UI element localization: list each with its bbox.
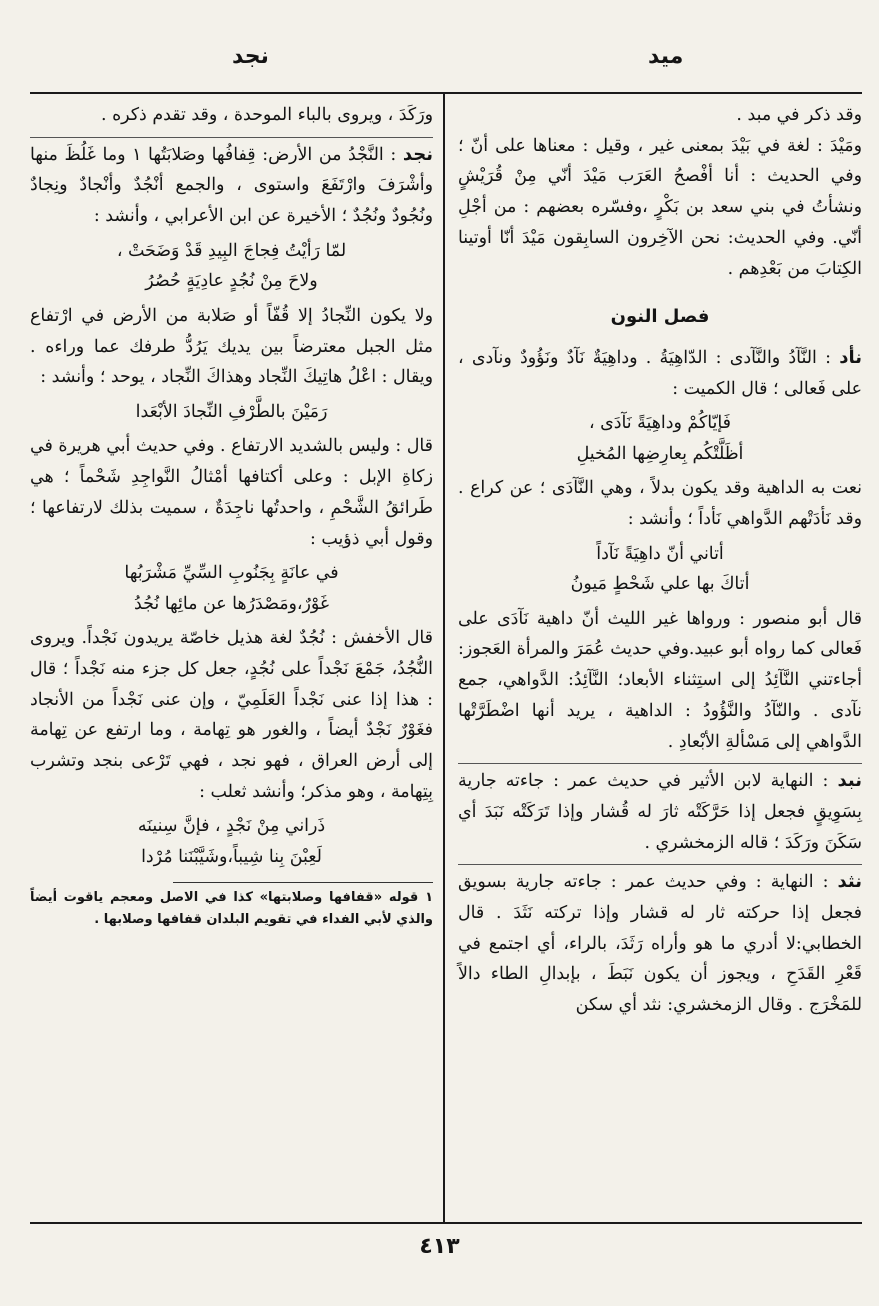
- page-number: ٤١٣: [419, 1234, 460, 1259]
- paragraph: قال الأخفش : نُجُدٌ لغة هذيل خاصّة يريدون نَجْداً. ويروى النُّجُدُ، جَمْعَ نَجْداً على نُجُدٍ، جعل كل جزء منه نَجْداً ؛ قال : هذا إذا عنى نَجْداً العَلَمِيّ ، وإن عنى نَجْداً من الأنجاد فغَوْرٌ نَجْدٌ أيضاً ، والغور هو تِهامة ، وما ارتفع عن تِهامة إلى أرض العراق ، فهو نجد ، فهي تَرْعى بنجد وتشرب بِتِهامة ، وهو مذكر؛ وأنشد ثعلب :: [30, 628, 433, 802]
- verse-line: أتاكَ بها علي شَحْطٍ مَيونُ: [570, 574, 750, 595]
- verse-line: رَمَيْنَ بالطَّرْفِ النِّجادَ الأبْعَدا: [135, 401, 328, 422]
- entry-najd: [30, 140, 433, 232]
- entry-separator: [458, 763, 862, 764]
- paragraph: نعت به الداهية وقد يكون بدلاً ، وهي النَّآدَى ؛ عن كراع . وقد نَأدَتْهم الدَّواهي نَأداً ؛ وأنشد :: [458, 478, 862, 530]
- header-rule: [30, 92, 862, 94]
- verse-line: أظَلَّتْكُم بِعارِضِها المُخيلِ: [576, 443, 744, 464]
- verse-line: ولاحَ مِنْ نُجُدٍ عادِيَةٍ حُصُرُ: [145, 271, 318, 292]
- entry-separator: [458, 864, 862, 865]
- entry-text: : النَّجْدُ من الأرض: قِفافُها وصَلابَتُها ١ وما غَلُظَ منها وأشْرَفَ وارْتَفَعَ واستوى ، والجمع أنْجُدٌ وأنْجادٌ ونِجادٌ ونُجُودٌ ونُجُدٌ ؛ الأخيرة عن ابن الأعرابي ، وأنشد :: [30, 144, 433, 227]
- verse: [458, 539, 862, 600]
- headword: نثد: [837, 871, 863, 893]
- column-divider: [443, 94, 445, 1222]
- paragraph: قال : وليس بالشديد الارتفاع . وفي حديث أبي هريرة في زكاةِ الإبل : وعلى أكتافها أمْثالُ النَّواجِدِ شَحْماً ؛ هي طَرائقُ الشَّحْمِ ، واحدتُها ناجِدَةٌ ، سميت بذلك لارتفاعها ؛ وقول أبي ذؤيب :: [30, 436, 433, 549]
- headword: نجد: [402, 143, 433, 165]
- headword: نأد: [839, 346, 862, 368]
- entry-nashd: [458, 867, 862, 1021]
- verse: [30, 811, 433, 872]
- section-title: فصل النون: [610, 306, 710, 328]
- paragraph: قال أبو منصور : ورواها غير الليث أنّ داهية نَآدَى على فَعالى كما رواه أبو عبيد.وفي حديث عُمَرَ والمرأة العَجوز: أجاءتني النَّآئِدُ إلى استِثناء الأبعاد؛ النَّآئِدُ: الدَّواهي، جمع نآدى . والنّآدُ والنَّؤُودُ : الداهية ، يريد أنها اضْطَرَّتْها الدَّواهي إلى مَسْألةِ الأبْعادِ .: [458, 608, 862, 752]
- verse-line: فَإيّاكُمْ وداهِيَةً نَآدَى ،: [588, 413, 731, 434]
- verse: [30, 397, 433, 428]
- verse-line: لمّا رَأيْتُ فِجاجَ البِيدِ قَدْ وَضَحَتْ ،: [116, 240, 347, 261]
- paragraph: ورَكَدَ ، ويروى بالباء الموحدة ، وقد تقدم ذكره .: [101, 105, 433, 125]
- paragraph: وقد ذكر في مبد .: [736, 105, 862, 125]
- entry-separator: [30, 137, 433, 138]
- verse: [458, 408, 862, 469]
- verse-line: غَوْرٌ،ومَصْدَرُها عن مائِها نُجُدُ: [133, 593, 330, 614]
- paragraph: ومَيْدَ : لغة في بَيْدَ بمعنى غير ، وقيل : معناها على أنّ ؛ وفي الحديث : أنا أفْصحُ العَرَب مَيْدَ أنّي مِنْ قُرَيْشٍ ونشأتُ في بني سعد بن بَكْرٍ ،وفسّره بعضهم : من أجْلِ أنّي. وفي الحديث: نحن الآخِرون السابِقون مَيْدَ أنّا أوتينا الكِتابَ من بَعْدِهم .: [458, 135, 862, 279]
- entry-text: : النهاية : وفي حديث عمر : جاءته جارية بسويق فجعل إذا حركته ثار له قشار وإذا تركته نَثَدَ . قال الخطابي:لا أدري ما هو وأراه رَثَدَ، بالراء، أي اجتمع في قَعْرِ القَدَحِ ، ويجوز أن يكون نَبَطَ ، بإبدالِ الطاء دالاً للمَخْرَج . وقال الزمخشري: نثد أي سكن: [458, 872, 862, 1016]
- headword: نبد: [837, 770, 863, 792]
- running-header-left: نجد: [232, 44, 269, 69]
- verse-line: لَعِبْنَ بِنا شِيباً،وشَيَّبْنَنا مُرْدا: [141, 846, 322, 867]
- verse-line: أتاني أنّ داهِيَةً نَآداً: [596, 543, 724, 564]
- footnote: ١ قوله «قفافها وصلابتها» كذا في الاصل ومعجم ياقوت أيضاً والذي لأبي الفداء في تقويم البلدان قفافها وصلابها .: [30, 890, 433, 928]
- left-column: [30, 100, 433, 931]
- paragraph: ولا يكون النِّجادُ إلا قُفّاً أو صَلابة من الأرض في ارْتفاع مثل الجبل معترضاً بين يديك يَرُدُّ طرفك عما وراءه . ويقال : اعْلُ هاتِيكَ النِّجاد وهذاكَ النِّجاد ، يوحد ؛ وأنشد :: [30, 305, 433, 388]
- footer-rule: [30, 1222, 862, 1224]
- entry-text: : النهاية لابن الأثير في حديث عمر : جاءته جارية بِسَوِيقٍ فجعل إذا حَرَّكَتْه ثارَ له قُشار وإذا تَرَكَتْه نَبَدَ أي سَكَنَ ورَكَدَ ؛ قاله الزمخشري .: [458, 771, 862, 853]
- verse-line: في عانَةٍ بِجَنُوبِ السِّيِّ مَشْرَبُها: [124, 563, 339, 584]
- entry-naad: [458, 343, 862, 404]
- running-header-right: ميد: [648, 44, 684, 69]
- entry-nabd: [458, 766, 862, 858]
- verse-line: ذَراني مِنْ نَجْدٍ ، فإنَّ سِنينَه: [137, 816, 326, 837]
- verse: [30, 558, 433, 619]
- right-column: [458, 100, 862, 1021]
- entry-text: : النَّآدُ والنَّآدى : الدّاهِيَةُ . وداهِيَةٌ نَآدٌ ونَؤُودٌ ونآدى ، على فَعالى ؛ قال الكميت :: [458, 347, 862, 399]
- verse: [30, 236, 433, 297]
- footnote-rule: [173, 882, 433, 883]
